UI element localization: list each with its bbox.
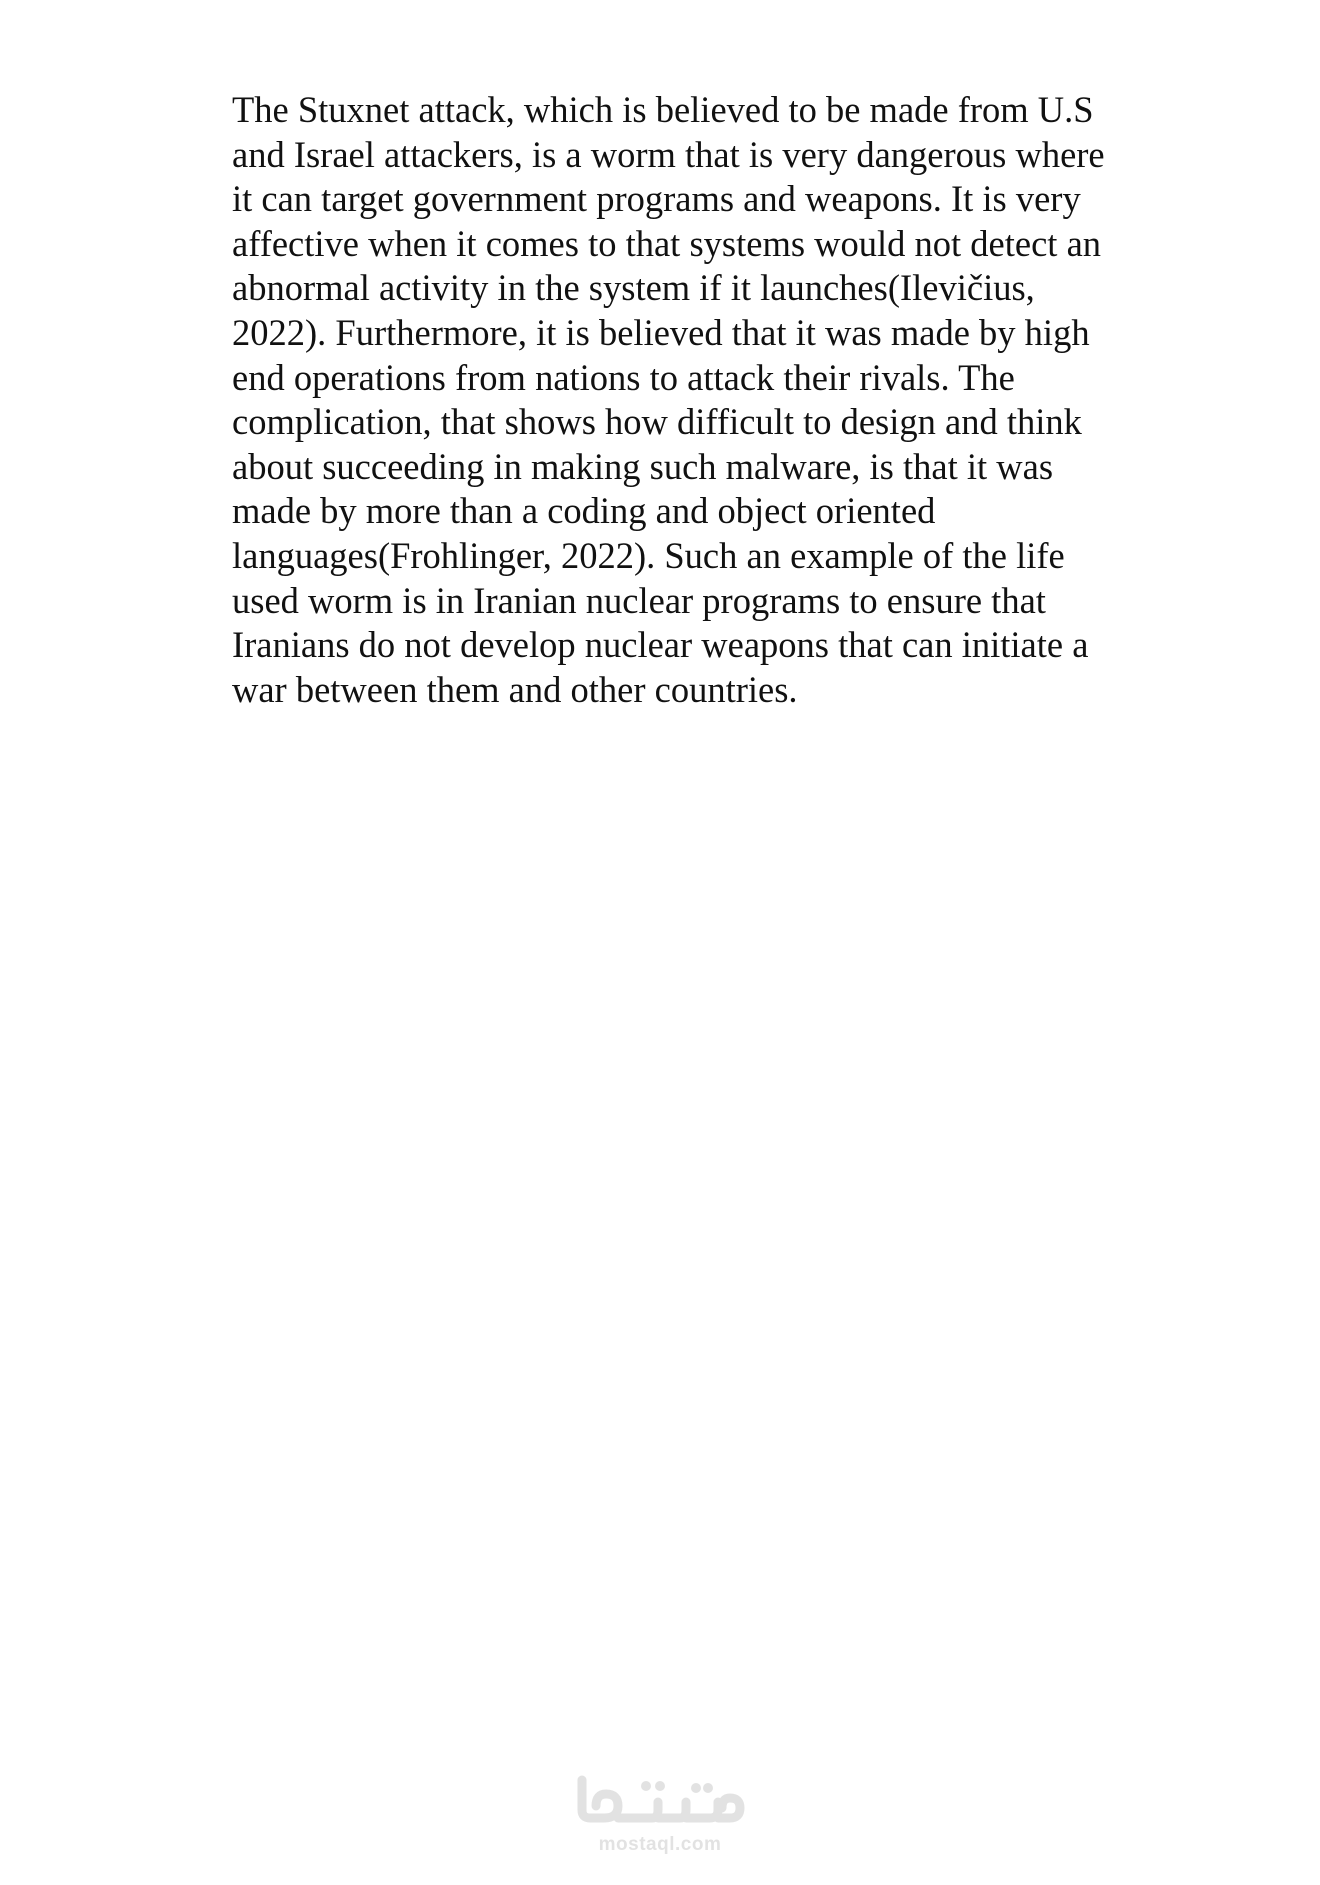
mostaql-watermark bbox=[560, 1762, 760, 1872]
paragraph-line: complication, that shows how difficult to design and think bbox=[232, 401, 1082, 443]
mostaql-logo-icon bbox=[560, 1762, 760, 1832]
paragraph-line: end operations from nations to attack their rivals. The bbox=[232, 356, 1015, 398]
body-paragraph bbox=[232, 88, 1172, 712]
paragraph-line: 2022). Furthermore, it is believed that it was made by high bbox=[232, 311, 1090, 353]
paragraph-line: abnormal activity in the system if it launches(Ilevičius, bbox=[232, 267, 1035, 309]
paragraph-line: and Israel attackers, is a worm that is very dangerous where bbox=[232, 133, 1105, 175]
paragraph-line: affective when it comes to that systems would not detect an bbox=[232, 222, 1102, 264]
paragraph-line: The Stuxnet attack, which is believed to be made from U.S bbox=[232, 89, 1094, 130]
paragraph-line: war between them and other countries. bbox=[232, 668, 798, 710]
paragraph-line: made by more than a coding and object oriented bbox=[232, 490, 936, 532]
watermark-url: mostaql.com bbox=[598, 1834, 722, 1855]
paragraph-line: it can target government programs and weapons. It is very bbox=[232, 178, 1081, 220]
paragraph-line: used worm is in Iranian nuclear programs to ensure that bbox=[232, 579, 1046, 621]
paragraph-line: about succeeding in making such malware, is that it was bbox=[232, 445, 1054, 487]
paragraph-line: languages(Frohlinger, 2022). Such an example of the life bbox=[232, 534, 1065, 576]
paragraph-line: Iranians do not develop nuclear weapons that can initiate a bbox=[232, 624, 1089, 666]
